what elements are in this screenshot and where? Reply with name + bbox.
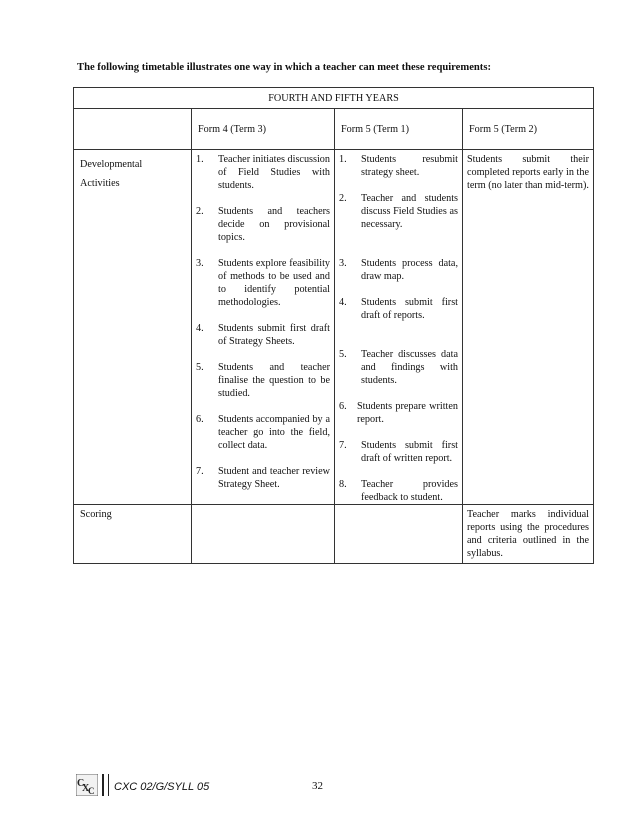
column-header-row [74,109,594,150]
col-header-form4: Form 4 (Term 3) [192,109,335,150]
list-item [196,153,330,192]
empty-cell [192,505,335,564]
list-item [339,257,458,283]
svg-text:C: C [77,778,85,789]
list-item [339,192,458,231]
item-number: 5. [196,362,204,373]
item-number: 2. [339,193,347,204]
item-text: Students submit first draft of reports. [361,297,458,321]
row-label-line: Activities [80,178,120,189]
item-text: Teacher discusses data and findings with students. [361,349,458,386]
list-item [196,361,330,400]
form5-term1-cell [335,150,463,505]
timetable [73,87,594,564]
item-number: 5. [339,349,347,360]
list-item [339,153,458,179]
form4-cell [192,150,335,505]
item-number: 3. [196,258,204,269]
col-header-form5-term2: Form 5 (Term 2) [463,109,594,150]
item-text: Teacher provides feedback to student. [361,479,458,503]
list-item [339,348,458,387]
page-number: 32 [312,780,323,792]
item-number: 8. [339,479,347,490]
list-item [339,478,458,504]
item-number: 6. [339,401,347,412]
intro-text: The following timetable illustrates one way in which a teacher can meet these requirements: [77,62,491,73]
empty-cell [335,505,463,564]
footer-divider [102,774,109,796]
list-item [196,205,330,244]
list-item [196,322,330,348]
list-item [196,465,330,491]
item-number: 6. [196,414,204,425]
item-number: 3. [339,258,347,269]
item-text: Students and teachers decide on provisional topics. [218,206,330,243]
item-number: 4. [339,297,347,308]
row-label-developmental [74,150,192,505]
item-number: 4. [196,323,204,334]
row-label-line: Developmental [80,159,143,170]
list-item [196,413,330,452]
developmental-row [74,150,594,505]
item-number: 1. [339,154,347,165]
item-text: Students accompanied by a teacher go into the field, collect data. [218,414,330,451]
list-item [339,439,458,465]
list-item [339,296,458,322]
item-number: 7. [196,466,204,477]
item-text: Students process data, draw map. [361,258,458,282]
syllabus-code: CXC 02/G/SYLL 05 [114,781,210,793]
item-text: Students resubmit strategy sheet. [361,154,458,178]
item-text: Students explore feasibility of methods to be used and to identify potential methodologies. [218,258,330,308]
scoring-row [74,505,594,564]
item-number: 2. [196,206,204,217]
item-text: Teacher and students discuss Field Studies as necessary. [361,193,458,230]
list-item [196,257,330,309]
item-number: 7. [339,440,347,451]
cxc-logo [76,774,98,796]
item-number: 1. [196,154,204,165]
item-text: Students submit first draft of Strategy Sheets. [218,323,330,347]
item-text: Students submit first draft of written report. [361,440,458,464]
svg-text:X: X [82,783,90,794]
row-label-scoring: Scoring [74,505,192,564]
item-text: Students prepare written report. [357,401,458,425]
col-header-form5-term1: Form 5 (Term 1) [335,109,463,150]
item-text: Teacher initiates discussion of Field Studies with students. [218,154,330,191]
scoring-text-cell: Teacher marks individual reports using the procedures and criteria outlined in the syllabus. [463,505,594,564]
form5-term2-cell: Students submit their completed reports early in the term (no later than mid-term). [463,150,594,505]
table-title: FOURTH AND FIFTH YEARS [74,88,594,109]
empty-header-cell [74,109,192,150]
item-text: Students and teacher finalise the question to be studied. [218,362,330,399]
item-text: Student and teacher review Strategy Sheet. [218,466,330,490]
list-item [339,400,458,426]
svg-text:C: C [88,786,95,796]
